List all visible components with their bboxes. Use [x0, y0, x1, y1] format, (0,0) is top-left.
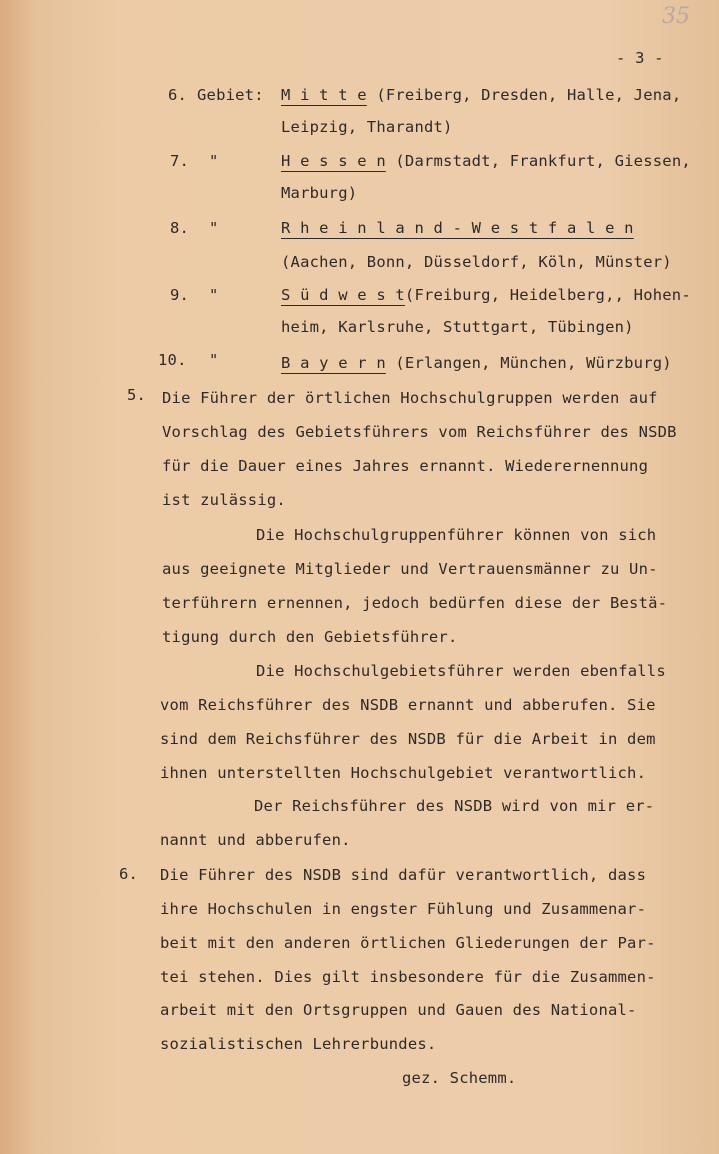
- paragraph-line: tei stehen. Dies gilt insbesondere für die Zusammen-: [160, 968, 656, 986]
- region-name: M i t t e: [281, 86, 367, 104]
- region-line: [281, 86, 681, 104]
- region-line: [281, 286, 691, 304]
- region-name: R h e i n l a n d - W e s t f a l e n: [281, 219, 634, 237]
- region-cities: (Freiburg, Heidelberg,, Hohen-: [404, 286, 691, 304]
- region-cities: (Erlangen, München, Würzburg): [385, 354, 672, 372]
- paragraph-line: aus geeignete Mitglieder und Vertrauensmänner zu Un-: [162, 560, 658, 578]
- region-number: 10.: [158, 351, 187, 369]
- pencil-page-mark: 35: [662, 4, 690, 29]
- region-cities-cont: heim, Karlsruhe, Stuttgart, Tübingen): [281, 318, 634, 336]
- region-name: S ü d w e s t: [281, 286, 405, 304]
- region-cities-cont: Marburg): [281, 184, 358, 202]
- region-cities: (Darmstadt, Frankfurt, Giessen,: [385, 152, 691, 170]
- ditto-mark: ": [209, 286, 219, 304]
- paragraph-line: sozialistischen Lehrerbundes.: [160, 1035, 437, 1053]
- paragraph-line: Die Führer des NSDB sind dafür verantwortlich, dass: [160, 866, 647, 884]
- region-number: 9.: [170, 286, 190, 304]
- paragraph-line: Die Hochschulgebietsführer werden ebenfalls: [256, 662, 666, 680]
- paragraph-line: für die Dauer eines Jahres ernannt. Wiederernennung: [162, 457, 649, 475]
- region-cities-cont: Leipzig, Tharandt): [281, 118, 453, 136]
- region-name: B a y e r n: [281, 354, 386, 372]
- ditto-mark: ": [209, 152, 219, 170]
- paragraph-line: nannt und abberufen.: [160, 831, 351, 849]
- paragraph-line: beit mit den anderen örtlichen Gliederungen der Par-: [160, 934, 656, 952]
- page-number: - 3 -: [616, 49, 664, 67]
- region-number: 6.: [168, 86, 188, 104]
- region-line: [281, 219, 634, 237]
- paragraph-line: terführern ernennen, jedoch bedürfen diese der Bestä-: [162, 594, 668, 612]
- region-line: [281, 152, 691, 170]
- ditto-mark: ": [209, 351, 219, 369]
- region-line: [281, 354, 672, 372]
- ditto-mark: ": [209, 219, 219, 237]
- paragraph-line: Die Hochschulgruppenführer können von sich: [256, 526, 657, 544]
- paragraph-line: sind dem Reichsführer des NSDB für die Arbeit in dem: [160, 730, 656, 748]
- paragraph-line: ihre Hochschulen in engster Fühlung und Zusammenar-: [160, 900, 647, 918]
- paragraph-line: Die Führer der örtlichen Hochschulgruppen werden auf: [162, 389, 658, 407]
- region-cities: (Freiberg, Dresden, Halle, Jena,: [366, 86, 682, 104]
- paragraph-line: ist zulässig.: [162, 491, 286, 509]
- region-label: Gebiet:: [197, 86, 264, 104]
- paragraph-line: arbeit mit den Ortsgruppen und Gauen des National-: [160, 1001, 637, 1019]
- region-number: 7.: [170, 152, 190, 170]
- section-number: 6.: [119, 865, 139, 883]
- region-cities-cont: (Aachen, Bonn, Düsseldorf, Köln, Münster): [281, 253, 672, 271]
- paragraph-line: ihnen unterstellten Hochschulgebiet verantwortlich.: [160, 764, 647, 782]
- paragraph-line: tigung durch den Gebietsführer.: [162, 628, 458, 646]
- region-name: H e s s e n: [281, 152, 386, 170]
- region-number: 8.: [170, 219, 190, 237]
- section-number: 5.: [127, 386, 147, 404]
- paragraph-line: Der Reichsführer des NSDB wird von mir er-: [254, 797, 655, 815]
- paragraph-line: Vorschlag des Gebietsführers vom Reichsführer des NSDB: [162, 423, 677, 441]
- signature: gez. Schemm.: [402, 1069, 517, 1087]
- paragraph-line: vom Reichsführer des NSDB ernannt und abberufen. Sie: [160, 696, 656, 714]
